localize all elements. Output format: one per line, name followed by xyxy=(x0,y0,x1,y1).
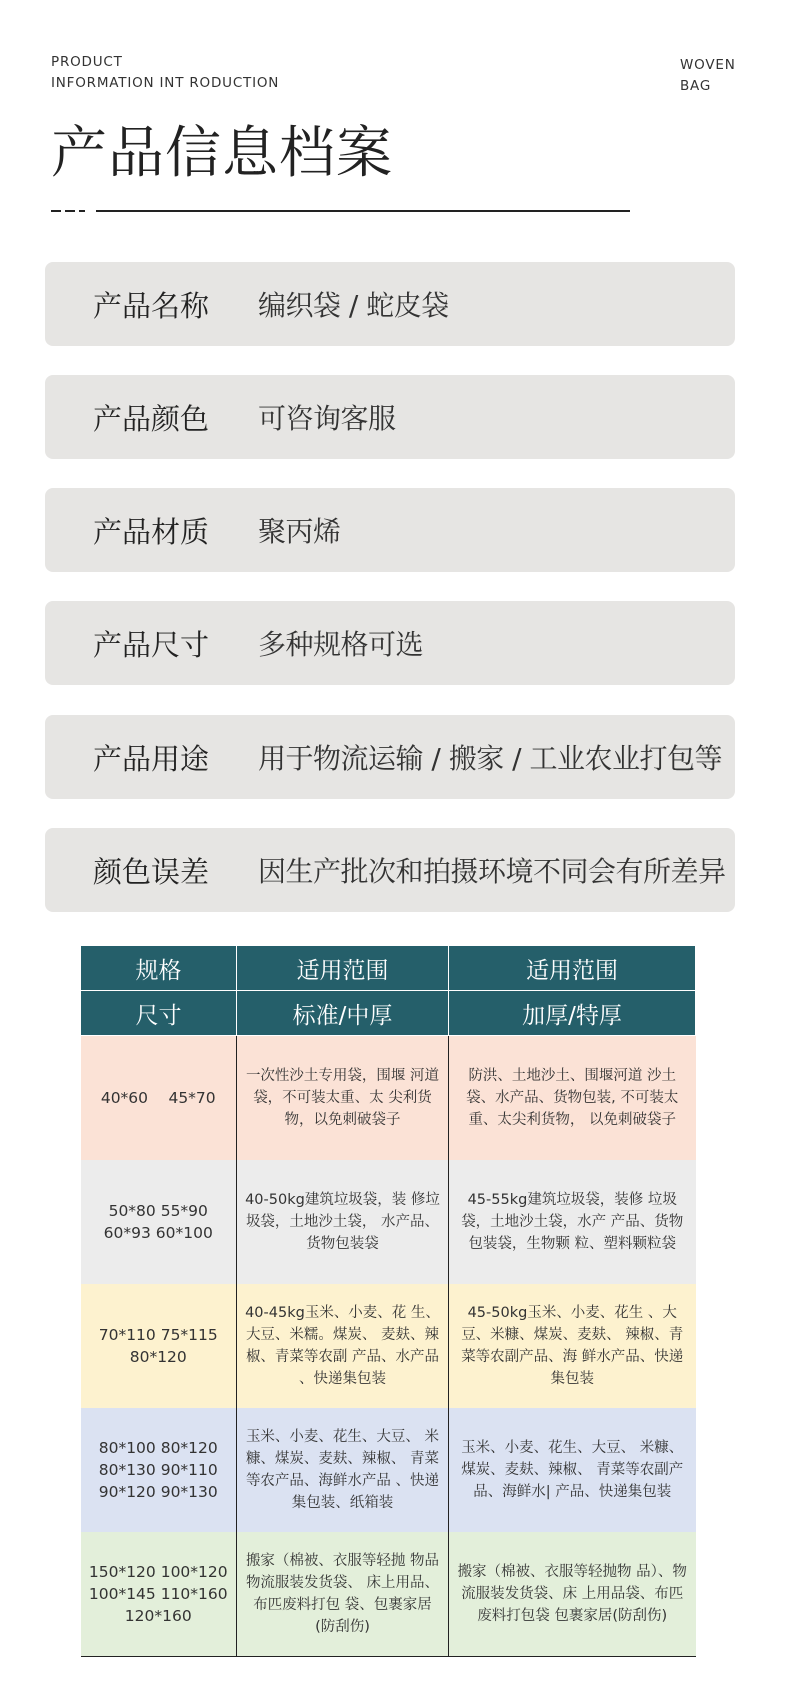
standard-usage-cell: 搬家（棉被、衣服等轻抛 物品物流服装发货袋、 床上用品、布匹废料打包 袋、包裹家居(防刮伤) xyxy=(237,1532,449,1657)
info-value: 编织袋 / 蛇皮袋 xyxy=(258,289,449,322)
info-row-material xyxy=(45,488,735,572)
table-row xyxy=(81,1036,696,1161)
info-label: 颜色误差 xyxy=(93,854,210,889)
info-label: 产品颜色 xyxy=(93,401,210,436)
size-cell: 70*110 75*115 80*120 xyxy=(81,1284,237,1408)
info-row-size xyxy=(45,601,735,685)
thick-usage-cell: 玉米、小麦、花生、大豆、 米糠、煤炭、麦麸、辣椒、 青菜等农副产品、海鲜水| 产品、快递集包装 xyxy=(449,1408,696,1532)
english-tag-line1: WOVEN xyxy=(680,57,736,73)
info-row-usage xyxy=(45,715,735,799)
thick-usage-cell: 45-50kg玉米、小麦、花生 、大豆、米糠、煤炭、麦麸、 辣椒、青菜等农副产品、海 鲜水产品、快递集包装 xyxy=(449,1284,696,1408)
spec-table xyxy=(80,945,696,1657)
table-row xyxy=(81,1160,696,1284)
title-underline-dash xyxy=(65,210,75,212)
table-row xyxy=(81,1408,696,1532)
thick-usage-cell: 搬家（棉被、衣服等轻抛物 品）、物流服装发货袋、床 上用品袋、布匹废料打包袋 包裹家居(防刮伤) xyxy=(449,1532,696,1657)
english-tag-line2: BAG xyxy=(680,78,712,94)
info-value: 用于物流运输 / 搬家 / 工业农业打包等 xyxy=(258,742,722,775)
info-label: 产品材质 xyxy=(93,514,210,549)
title-underline xyxy=(96,210,630,212)
info-value: 聚丙烯 xyxy=(258,515,341,548)
column-header: 加厚/特厚 xyxy=(449,991,696,1036)
column-header: 适用范围 xyxy=(449,946,696,991)
thick-usage-cell: 防洪、土地沙土、围堰河道 沙土袋、水产品、货物包装, 不可装太重、太尖利货物， 以免刺破袋子 xyxy=(449,1036,696,1161)
size-cell: 50*80 55*90 60*93 60*100 xyxy=(81,1160,237,1284)
size-cell: 150*120 100*120 100*145 110*160 120*160 xyxy=(81,1532,237,1657)
thick-usage-cell: 45-55kg建筑垃圾袋，装修 垃圾袋，土地沙土袋，水产 产品、货物包装袋，生物颗 粒、塑料颗粒袋 xyxy=(449,1160,696,1284)
english-subtitle xyxy=(51,52,279,94)
standard-usage-cell: 一次性沙土专用袋，围堰 河道袋，不可装太重、太 尖利货物，以免刺破袋子 xyxy=(237,1036,449,1161)
english-subtitle-line2: INFORMATION INT RODUCTION xyxy=(51,75,280,91)
info-label: 产品名称 xyxy=(93,288,210,323)
english-subtitle-line1: PRODUCT xyxy=(51,54,123,70)
info-value: 因生产批次和拍摄环境不同会有所差异 xyxy=(258,855,726,888)
info-row-color xyxy=(45,375,735,459)
title-underline-dash xyxy=(79,210,85,212)
table-header-row xyxy=(81,946,696,991)
standard-usage-cell: 40-50kg建筑垃圾袋，装 修垃圾袋，土地沙土袋， 水产品、货物包装袋 xyxy=(237,1160,449,1284)
info-row-color-error xyxy=(45,828,735,912)
title-underline-dash xyxy=(51,210,61,212)
english-tag xyxy=(680,55,736,97)
standard-usage-cell: 玉米、小麦、花生、大豆、 米糠、煤炭、麦麸、辣椒、 青菜等农产品、海鲜水产品 、快递集包装、纸箱装 xyxy=(237,1408,449,1532)
info-row-name xyxy=(45,262,735,346)
table-row xyxy=(81,1532,696,1657)
info-label: 产品用途 xyxy=(93,741,210,776)
info-value: 多种规格可选 xyxy=(258,628,424,661)
info-label: 产品尺寸 xyxy=(93,627,210,662)
page-title: 产品信息档案 xyxy=(51,121,393,186)
standard-usage-cell: 40-45kg玉米、小麦、花 生、大豆、米糯。煤炭、 麦麸、辣椒、青菜等农副 产品、水产品 、快递集包装 xyxy=(237,1284,449,1408)
column-header: 尺寸 xyxy=(81,991,237,1036)
size-cell: 40*60 45*70 xyxy=(81,1036,237,1161)
table-header-row xyxy=(81,991,696,1036)
column-header: 标准/中厚 xyxy=(237,991,449,1036)
info-value: 可咨询客服 xyxy=(258,402,396,435)
size-cell: 80*100 80*120 80*130 90*110 90*120 90*130 xyxy=(81,1408,237,1532)
column-header: 规格 xyxy=(81,946,237,991)
column-header: 适用范围 xyxy=(237,946,449,991)
table-row xyxy=(81,1284,696,1408)
